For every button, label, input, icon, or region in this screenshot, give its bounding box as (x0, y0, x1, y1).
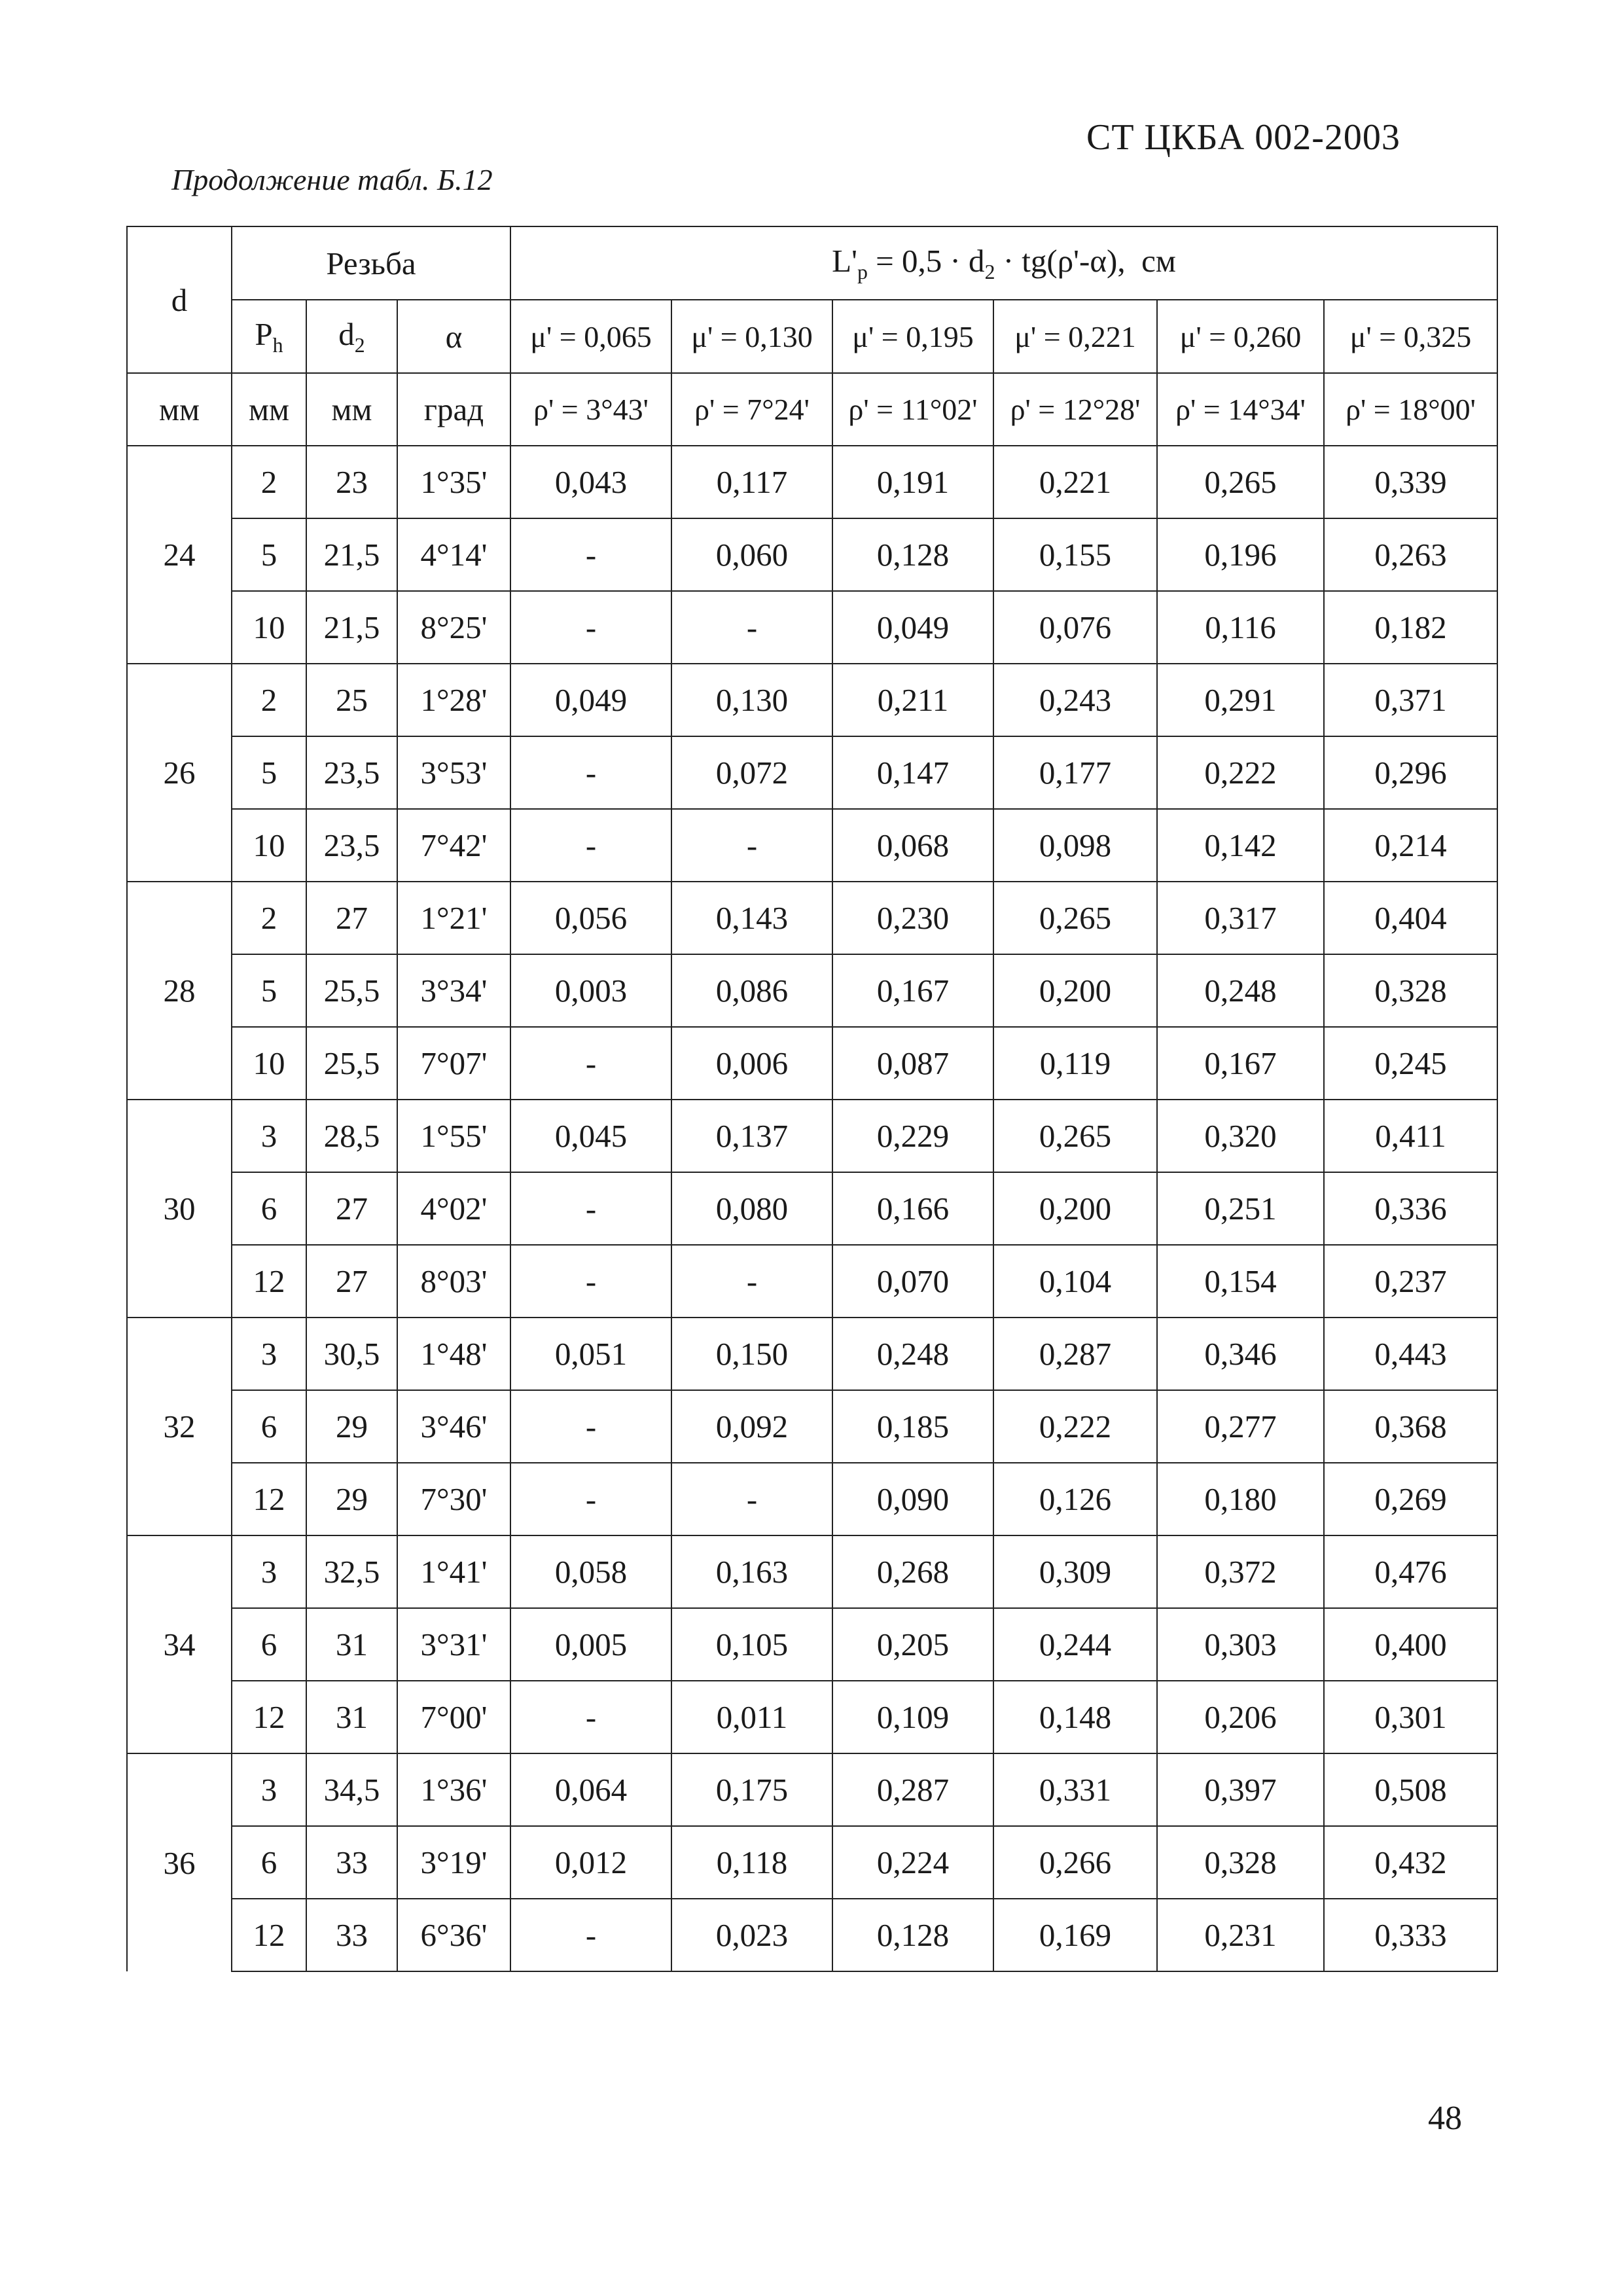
table-row (127, 591, 1497, 664)
value-cell: 0,155 (993, 518, 1157, 591)
thread-param-cell: 1°35' (397, 446, 510, 518)
table-row (127, 1245, 1497, 1318)
header-rho: ρ' = 11°02' (832, 373, 993, 446)
thread-param-cell: 23,5 (306, 736, 397, 809)
value-cell: 0,090 (832, 1463, 993, 1535)
value-cell: 0,221 (993, 446, 1157, 518)
value-cell: 0,163 (671, 1535, 832, 1608)
thread-param-cell: 29 (306, 1390, 397, 1463)
thread-param-cell: 7°00' (397, 1681, 510, 1753)
value-cell: 0,265 (1157, 446, 1324, 518)
value-cell: 0,167 (832, 954, 993, 1027)
value-cell: 0,087 (832, 1027, 993, 1100)
value-cell: 0,142 (1157, 809, 1324, 882)
thread-param-cell: 12 (232, 1245, 306, 1318)
table-row (127, 1681, 1497, 1753)
value-cell: 0,092 (671, 1390, 832, 1463)
value-cell: 0,346 (1157, 1318, 1324, 1390)
diameter-cell: 30 (127, 1100, 232, 1318)
thread-param-cell: 4°14' (397, 518, 510, 591)
value-cell: 0,068 (832, 809, 993, 882)
thread-param-cell: 12 (232, 1463, 306, 1535)
thread-param-cell: 1°36' (397, 1753, 510, 1826)
page-number: 48 (1428, 2100, 1462, 2137)
value-cell: 0,432 (1324, 1826, 1497, 1899)
value-cell: 0,056 (510, 882, 671, 954)
value-cell: 0,058 (510, 1535, 671, 1608)
table-row (127, 446, 1497, 518)
thread-param-cell: 23 (306, 446, 397, 518)
thread-param-cell: 10 (232, 1027, 306, 1100)
value-cell: 0,230 (832, 882, 993, 954)
thread-param-cell: 1°48' (397, 1318, 510, 1390)
value-cell: - (510, 736, 671, 809)
value-cell: 0,328 (1324, 954, 1497, 1027)
table-row (127, 954, 1497, 1027)
value-cell: - (510, 809, 671, 882)
value-cell: 0,368 (1324, 1390, 1497, 1463)
diameter-cell: 24 (127, 446, 232, 664)
header-d: d (127, 226, 232, 373)
thread-param-cell: 1°41' (397, 1535, 510, 1608)
thread-param-cell: 27 (306, 882, 397, 954)
value-cell: 0,269 (1324, 1463, 1497, 1535)
value-cell: 0,150 (671, 1318, 832, 1390)
value-cell: 0,508 (1324, 1753, 1497, 1826)
value-cell: 0,126 (993, 1463, 1157, 1535)
value-cell: 0,128 (832, 1899, 993, 1971)
value-cell: 0,006 (671, 1027, 832, 1100)
value-cell: 0,244 (993, 1608, 1157, 1681)
value-cell: - (510, 1681, 671, 1753)
value-cell: 0,147 (832, 736, 993, 809)
thread-param-cell: 33 (306, 1899, 397, 1971)
value-cell: 0,265 (993, 1100, 1157, 1172)
value-cell: 0,214 (1324, 809, 1497, 882)
value-cell: 0,251 (1157, 1172, 1324, 1245)
header-thread-group: Резьба (232, 226, 510, 300)
thread-param-cell: 28,5 (306, 1100, 397, 1172)
value-cell: 0,268 (832, 1535, 993, 1608)
value-cell: 0,443 (1324, 1318, 1497, 1390)
header-mu: μ' = 0,130 (671, 300, 832, 373)
thread-param-cell: 3°31' (397, 1608, 510, 1681)
thread-param-cell: 25,5 (306, 1027, 397, 1100)
header-mu: μ' = 0,260 (1157, 300, 1324, 373)
value-cell: 0,287 (832, 1753, 993, 1826)
thread-param-cell: 21,5 (306, 591, 397, 664)
value-cell: 0,118 (671, 1826, 832, 1899)
header-rho: ρ' = 7°24' (671, 373, 832, 446)
table-row (127, 1826, 1497, 1899)
header-mu: μ' = 0,325 (1324, 300, 1497, 373)
thread-param-cell: 6 (232, 1390, 306, 1463)
value-cell: 0,296 (1324, 736, 1497, 809)
value-cell: 0,169 (993, 1899, 1157, 1971)
thread-param-cell: 12 (232, 1899, 306, 1971)
table-row (127, 1390, 1497, 1463)
header-alpha: α (397, 300, 510, 373)
thread-param-cell: 33 (306, 1826, 397, 1899)
thread-param-cell: 32,5 (306, 1535, 397, 1608)
thread-param-cell: 30,5 (306, 1318, 397, 1390)
header-mu: μ' = 0,195 (832, 300, 993, 373)
value-cell: 0,076 (993, 591, 1157, 664)
value-cell: 0,248 (1157, 954, 1324, 1027)
value-cell: - (510, 1899, 671, 1971)
thread-param-cell: 1°21' (397, 882, 510, 954)
value-cell: 0,248 (832, 1318, 993, 1390)
value-cell: 0,328 (1157, 1826, 1324, 1899)
table-row (127, 1027, 1497, 1100)
thread-param-cell: 27 (306, 1172, 397, 1245)
table-row (127, 1753, 1497, 1826)
value-cell: 0,211 (832, 664, 993, 736)
table-row (127, 518, 1497, 591)
value-cell: 0,301 (1324, 1681, 1497, 1753)
thread-param-cell: 5 (232, 518, 306, 591)
value-cell: 0,476 (1324, 1535, 1497, 1608)
header-formula: $L'_p = 0,5 \cdot d_2 \cdot tg(\rho'-\alpha)$, см (510, 226, 1497, 300)
unit-cell: мм (232, 373, 306, 446)
header-rho: ρ' = 18°00' (1324, 373, 1497, 446)
table-row (127, 1318, 1497, 1390)
value-cell: 0,372 (1157, 1535, 1324, 1608)
value-cell: - (671, 1463, 832, 1535)
thread-param-cell: 3°34' (397, 954, 510, 1027)
thread-param-cell: 10 (232, 591, 306, 664)
thread-param-cell: 12 (232, 1681, 306, 1753)
value-cell: 0,243 (993, 664, 1157, 736)
thread-param-cell: 3 (232, 1535, 306, 1608)
value-cell: 0,070 (832, 1245, 993, 1318)
value-cell: 0,086 (671, 954, 832, 1027)
value-cell: 0,277 (1157, 1390, 1324, 1463)
value-cell: 0,339 (1324, 446, 1497, 518)
unit-cell: мм (127, 373, 232, 446)
thread-param-cell: 7°07' (397, 1027, 510, 1100)
value-cell: 0,005 (510, 1608, 671, 1681)
value-cell: 0,205 (832, 1608, 993, 1681)
value-cell: 0,012 (510, 1826, 671, 1899)
value-cell: 0,143 (671, 882, 832, 954)
thread-param-cell: 3 (232, 1100, 306, 1172)
thread-param-cell: 6 (232, 1826, 306, 1899)
value-cell: - (671, 1245, 832, 1318)
header-rho: ρ' = 12°28' (993, 373, 1157, 446)
thread-param-cell: 2 (232, 882, 306, 954)
value-cell: 0,116 (1157, 591, 1324, 664)
value-cell: - (510, 1245, 671, 1318)
thread-param-cell: 8°25' (397, 591, 510, 664)
diameter-cell: 32 (127, 1318, 232, 1535)
value-cell: 0,229 (832, 1100, 993, 1172)
diameter-cell: 28 (127, 882, 232, 1100)
value-cell: 0,043 (510, 446, 671, 518)
header-mu: μ' = 0,221 (993, 300, 1157, 373)
diameter-cell: 36 (127, 1753, 232, 1971)
diameter-cell: 26 (127, 664, 232, 882)
thread-param-cell: 3 (232, 1318, 306, 1390)
unit-cell: мм (306, 373, 397, 446)
value-cell: 0,104 (993, 1245, 1157, 1318)
value-cell: 0,182 (1324, 591, 1497, 664)
thread-param-cell: 2 (232, 664, 306, 736)
table-row (127, 1899, 1497, 1971)
thread-param-cell: 23,5 (306, 809, 397, 882)
table-row (127, 1463, 1497, 1535)
value-cell: - (510, 591, 671, 664)
table-row (127, 664, 1497, 736)
table-caption: Продолжение табл. Б.12 (171, 163, 493, 196)
table-row (127, 1100, 1497, 1172)
value-cell: 0,175 (671, 1753, 832, 1826)
thread-param-cell: 6 (232, 1608, 306, 1681)
value-cell: 0,185 (832, 1390, 993, 1463)
value-cell: - (510, 1390, 671, 1463)
value-cell: 0,137 (671, 1100, 832, 1172)
thread-param-cell: 10 (232, 809, 306, 882)
thread-param-cell: 1°55' (397, 1100, 510, 1172)
value-cell: 0,045 (510, 1100, 671, 1172)
thread-param-cell: 2 (232, 446, 306, 518)
value-cell: 0,166 (832, 1172, 993, 1245)
value-cell: - (671, 591, 832, 664)
value-cell: 0,177 (993, 736, 1157, 809)
value-cell: 0,291 (1157, 664, 1324, 736)
value-cell: 0,411 (1324, 1100, 1497, 1172)
header-mu: μ' = 0,065 (510, 300, 671, 373)
value-cell: - (510, 518, 671, 591)
value-cell: 0,117 (671, 446, 832, 518)
value-cell: 0,119 (993, 1027, 1157, 1100)
table-row (127, 882, 1497, 954)
thread-param-cell: 5 (232, 954, 306, 1027)
value-cell: 0,060 (671, 518, 832, 591)
thread-param-cell: 25 (306, 664, 397, 736)
value-cell: 0,003 (510, 954, 671, 1027)
value-cell: 0,011 (671, 1681, 832, 1753)
thread-param-cell: 7°30' (397, 1463, 510, 1535)
thread-param-cell: 34,5 (306, 1753, 397, 1826)
table-row (127, 1608, 1497, 1681)
table-row (127, 1535, 1497, 1608)
thread-param-cell: 3°53' (397, 736, 510, 809)
value-cell: 0,191 (832, 446, 993, 518)
value-cell: 0,303 (1157, 1608, 1324, 1681)
value-cell: 0,309 (993, 1535, 1157, 1608)
thread-param-cell: 7°42' (397, 809, 510, 882)
value-cell: 0,336 (1324, 1172, 1497, 1245)
value-cell: 0,222 (1157, 736, 1324, 809)
value-cell: 0,222 (993, 1390, 1157, 1463)
header-rho: ρ' = 14°34' (1157, 373, 1324, 446)
value-cell: 0,051 (510, 1318, 671, 1390)
value-cell: 0,206 (1157, 1681, 1324, 1753)
value-cell: 0,317 (1157, 882, 1324, 954)
thread-param-cell: 3°46' (397, 1390, 510, 1463)
value-cell: 0,397 (1157, 1753, 1324, 1826)
value-cell: 0,023 (671, 1899, 832, 1971)
value-cell: 0,287 (993, 1318, 1157, 1390)
value-cell: 0,049 (510, 664, 671, 736)
header-pitch: $P_h$ (232, 300, 306, 373)
value-cell: - (510, 1027, 671, 1100)
value-cell: 0,200 (993, 954, 1157, 1027)
value-cell: 0,263 (1324, 518, 1497, 591)
value-cell: 0,266 (993, 1826, 1157, 1899)
document-code: СТ ЦКБА 002-2003 (1086, 117, 1400, 158)
value-cell: 0,400 (1324, 1608, 1497, 1681)
value-cell: 0,320 (1157, 1100, 1324, 1172)
value-cell: 0,072 (671, 736, 832, 809)
value-cell: 0,200 (993, 1172, 1157, 1245)
value-cell: 0,196 (1157, 518, 1324, 591)
thread-param-cell: 8°03' (397, 1245, 510, 1318)
value-cell: 0,154 (1157, 1245, 1324, 1318)
thread-param-cell: 27 (306, 1245, 397, 1318)
value-cell: 0,064 (510, 1753, 671, 1826)
value-cell: 0,098 (993, 809, 1157, 882)
value-cell: 0,180 (1157, 1463, 1324, 1535)
table-row (127, 736, 1497, 809)
header-rho: ρ' = 3°43' (510, 373, 671, 446)
diameter-cell: 34 (127, 1535, 232, 1753)
thread-param-cell: 25,5 (306, 954, 397, 1027)
value-cell: 0,331 (993, 1753, 1157, 1826)
value-cell: 0,109 (832, 1681, 993, 1753)
value-cell: 0,049 (832, 591, 993, 664)
value-cell: 0,231 (1157, 1899, 1324, 1971)
value-cell: - (510, 1172, 671, 1245)
thread-param-cell: 4°02' (397, 1172, 510, 1245)
value-cell: 0,224 (832, 1826, 993, 1899)
value-cell: 0,404 (1324, 882, 1497, 954)
value-cell: 0,105 (671, 1608, 832, 1681)
value-cell: - (510, 1463, 671, 1535)
value-cell: 0,371 (1324, 664, 1497, 736)
thread-param-cell: 6°36' (397, 1899, 510, 1971)
thread-param-cell: 3°19' (397, 1826, 510, 1899)
value-cell: 0,245 (1324, 1027, 1497, 1100)
value-cell: 0,130 (671, 664, 832, 736)
value-cell: 0,265 (993, 882, 1157, 954)
thread-param-cell: 21,5 (306, 518, 397, 591)
table-row (127, 1172, 1497, 1245)
thread-param-cell: 1°28' (397, 664, 510, 736)
header-d2: $d_2$ (306, 300, 397, 373)
value-cell: 0,080 (671, 1172, 832, 1245)
value-cell: 0,148 (993, 1681, 1157, 1753)
thread-param-cell: 31 (306, 1681, 397, 1753)
thread-data-table (126, 226, 1498, 1972)
value-cell: 0,333 (1324, 1899, 1497, 1971)
table-row (127, 809, 1497, 882)
thread-param-cell: 6 (232, 1172, 306, 1245)
thread-param-cell: 3 (232, 1753, 306, 1826)
value-cell: 0,128 (832, 518, 993, 591)
thread-param-cell: 31 (306, 1608, 397, 1681)
thread-param-cell: 5 (232, 736, 306, 809)
value-cell: 0,167 (1157, 1027, 1324, 1100)
unit-cell: град (397, 373, 510, 446)
thread-param-cell: 29 (306, 1463, 397, 1535)
value-cell: 0,237 (1324, 1245, 1497, 1318)
value-cell: - (671, 809, 832, 882)
